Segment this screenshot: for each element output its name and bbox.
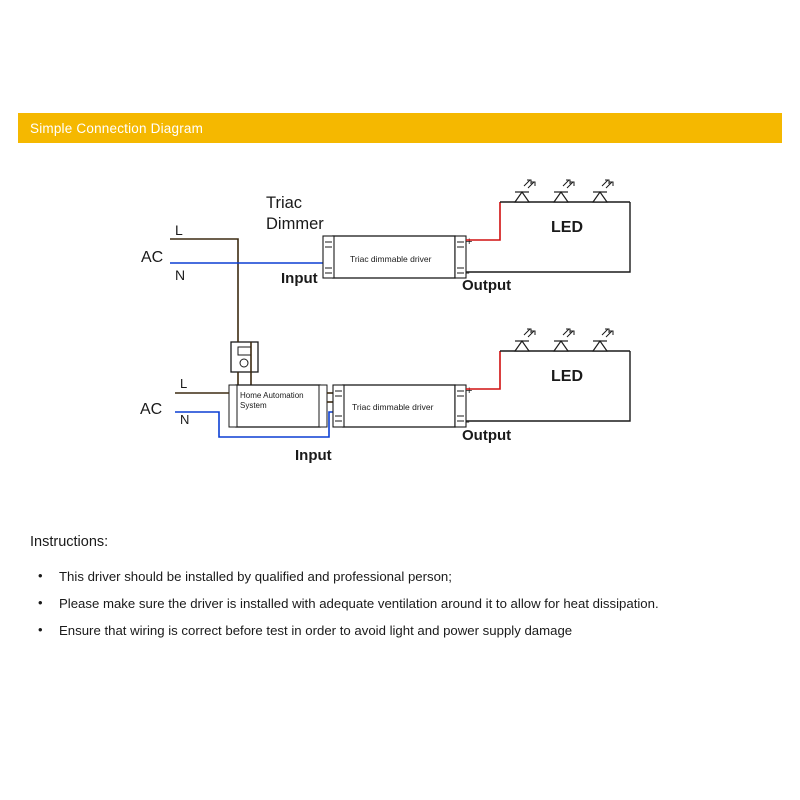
led-symbol <box>515 180 535 202</box>
led-symbol <box>554 180 574 202</box>
instructions-heading: Instructions: <box>30 534 109 550</box>
led-label-bottom: LED <box>551 368 583 385</box>
top-circuit <box>141 180 630 393</box>
output-positive-wire-bottom <box>466 351 500 389</box>
instructions-list <box>30 568 770 639</box>
led-symbol <box>515 329 535 351</box>
ac-label-top: AC <box>141 249 164 266</box>
neutral-label-top: N <box>175 267 186 283</box>
list-item-text: Please make sure the driver is installed with adequate ventilation around it to allow for heat dissipation. <box>59 595 659 611</box>
home-automation-input-terminals <box>229 385 237 427</box>
diagram-svg <box>0 150 800 510</box>
home-automation-label-line1: Home Automation <box>240 391 304 400</box>
line-label-bottom: L <box>180 376 188 391</box>
bullet-icon: • <box>38 568 43 583</box>
output-plus-label-bottom: + <box>466 385 473 397</box>
home-automation-label-line2: System <box>240 401 267 410</box>
list-item <box>30 568 770 586</box>
led-symbol <box>593 329 613 351</box>
led-label-top: LED <box>551 219 583 236</box>
driver-label-top: Triac dimmable driver <box>350 254 432 264</box>
input-label-bottom: Input <box>295 447 332 464</box>
triac-dimmer-label-line1: Triac <box>266 194 303 212</box>
bullet-icon: • <box>38 621 43 637</box>
triac-dimmer-knob <box>240 359 248 367</box>
output-negative-wire-top <box>466 202 630 272</box>
list-item-text: This driver should be installed by qualified and professional person; <box>59 569 452 584</box>
home-automation-output-terminals <box>319 385 327 427</box>
output-minus-label-bottom: - <box>466 416 470 428</box>
list-item-text: Ensure that wiring is correct before test in order to avoid light and power supply damage <box>59 622 573 638</box>
ac-label-bottom: AC <box>140 401 163 418</box>
led-symbol <box>554 329 574 351</box>
neutral-label-bottom: N <box>180 412 190 427</box>
input-label-top: Input <box>281 270 318 287</box>
led-symbol <box>593 180 613 202</box>
output-negative-wire-bottom <box>466 351 630 421</box>
led-group-top <box>515 180 613 202</box>
output-minus-label-top: - <box>466 267 470 279</box>
triac-dimmer-slider <box>238 347 251 355</box>
output-plus-label-top: + <box>466 236 473 248</box>
list-item <box>30 595 770 613</box>
triac-dimmer-label-line2: Dimmer <box>266 215 324 233</box>
output-label-bottom: Output <box>462 427 512 444</box>
line-label-top: L <box>175 222 183 238</box>
section-header-bar <box>18 113 782 143</box>
page-title: Simple Connection Diagram <box>30 120 204 136</box>
output-positive-wire-top <box>466 202 500 240</box>
led-group-bottom <box>515 329 613 351</box>
bottom-circuit <box>140 329 630 464</box>
bullet-icon: • <box>38 594 43 610</box>
connection-diagram <box>0 150 800 510</box>
list-item <box>30 622 770 640</box>
live-wire-to-dimmer <box>170 239 238 342</box>
instructions-section <box>30 534 770 648</box>
driver-label-bottom: Triac dimmable driver <box>352 402 434 412</box>
output-label-top: Output <box>462 277 512 294</box>
